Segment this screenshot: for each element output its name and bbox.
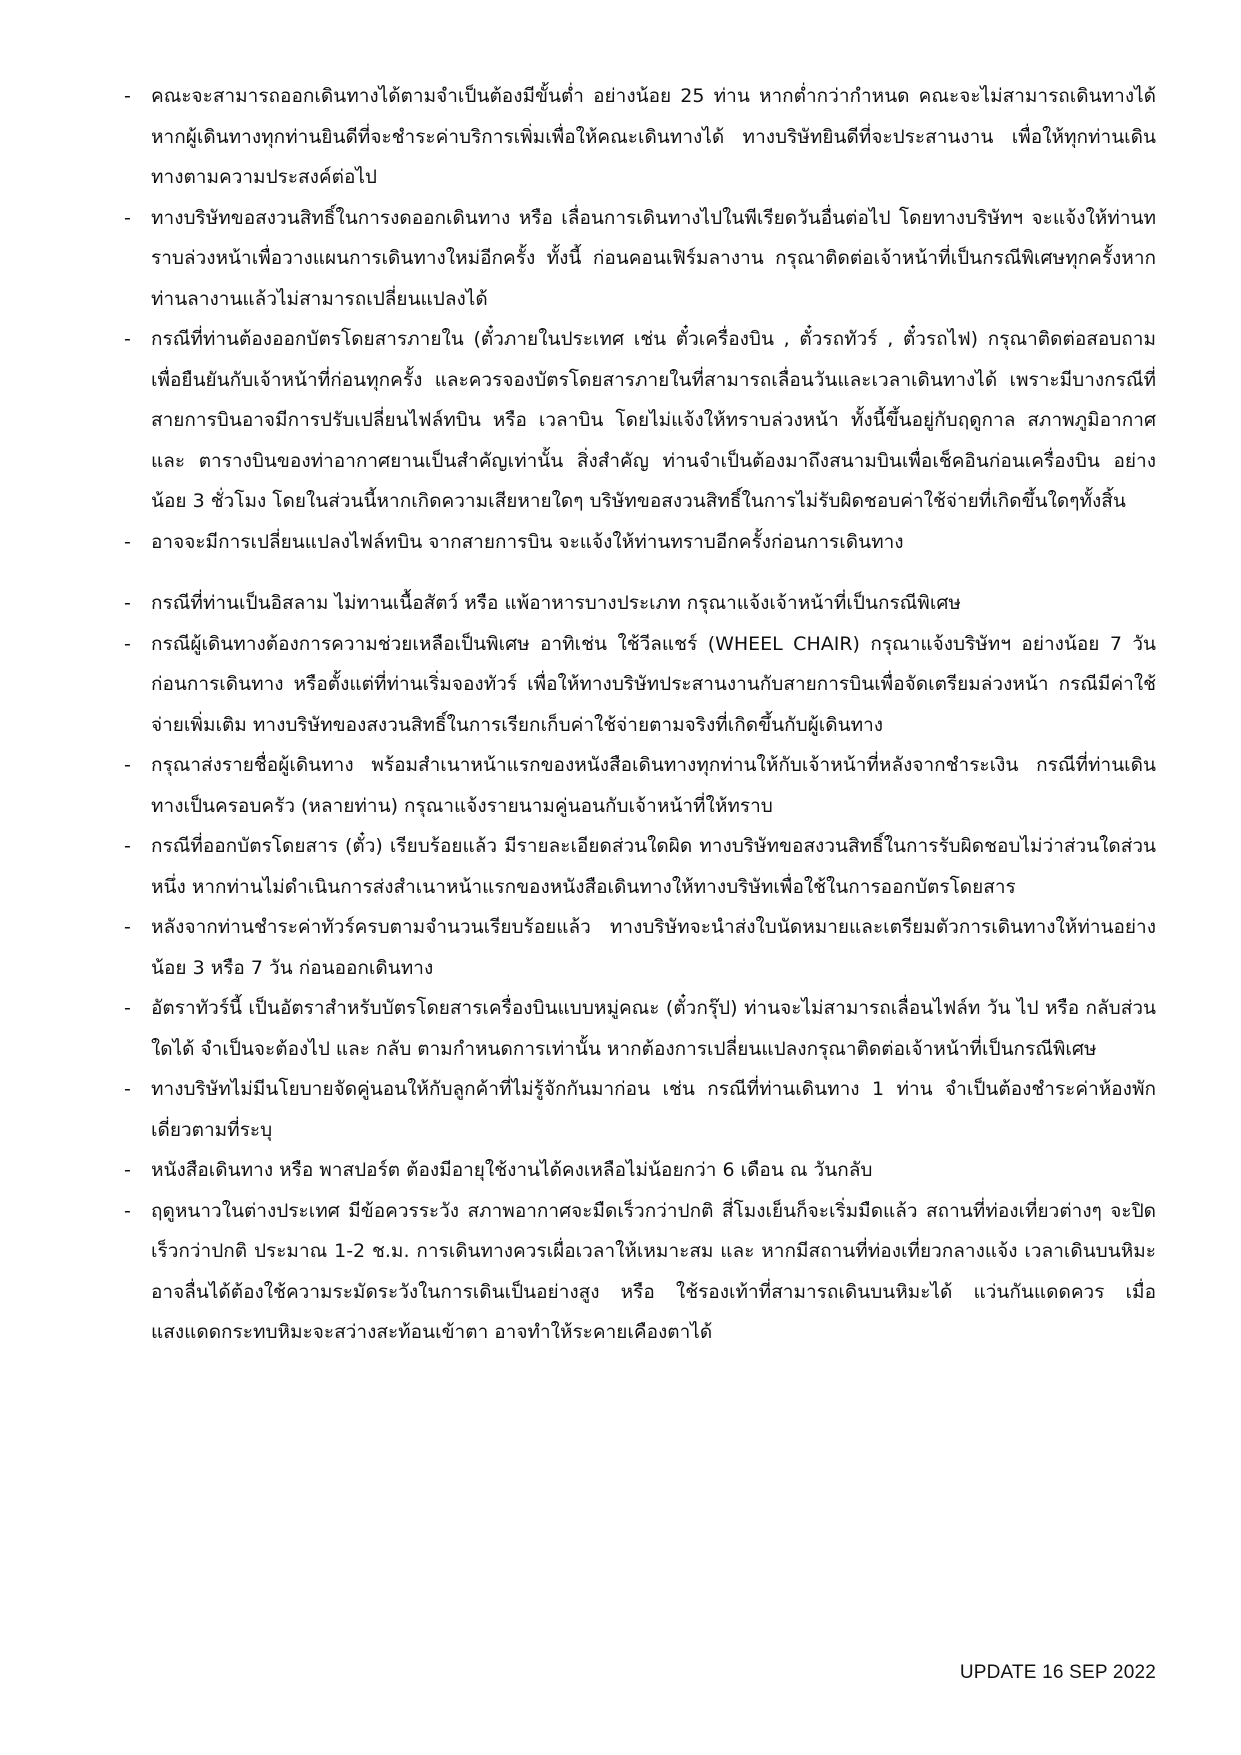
bullet-dash: - bbox=[124, 754, 131, 776]
list-item bbox=[124, 745, 1156, 826]
bullet-dash: - bbox=[124, 592, 131, 614]
terms-conditions-list bbox=[124, 76, 1156, 1353]
list-item-text: ฤดูหนาวในต่างประเทศ มีข้อควรระวัง สภาพอากาศจะมืดเร็วกว่าปกติ สี่โมงเย็นก็จะเริ่มมืดแล้ว สถานที่ท่องเที่ยวต่างๆ จะปิดเร็วกว่าปกติ ประมาณ 1-2 ช.ม. การเดินทางควรเผื่อเวลาให้เหมาะสม และ หากมีสถานที่ท่องเที่ยวกลางแจ้ง เวลาเดินบนหิมะ อาจลื่นได้ต้องใช้ความระมัดระวังในการเดินเป็นอย่างสูง หรือ ใช้รองเท้าที่สามารถเดินบนหิมะได้ แว่นกันแดดควร เมื่อแสงแดดกระทบหิมะจะสว่างสะท้อนเข้าตา อาจทำให้ระคายเคืองตาได้ bbox=[151, 1199, 1156, 1343]
bullet-dash: - bbox=[124, 835, 131, 857]
list-item bbox=[124, 826, 1156, 907]
list-item-text: หลังจากท่านชำระค่าทัวร์ครบตามจำนวนเรียบร้อยแล้ว ทางบริษัทจะนำส่งใบนัดหมายและเตรียมตัวการเดินทางให้ท่านอย่างน้อย 3 หรือ 7 วัน ก่อนออกเดินทาง bbox=[151, 916, 1156, 979]
bullet-dash: - bbox=[124, 1159, 131, 1181]
list-item bbox=[124, 583, 1156, 624]
list-item bbox=[124, 1191, 1156, 1353]
bullet-dash: - bbox=[124, 1078, 131, 1100]
bullet-dash: - bbox=[124, 916, 131, 938]
list-item bbox=[124, 907, 1156, 988]
bullet-dash: - bbox=[124, 1199, 131, 1222]
bullet-dash: - bbox=[124, 328, 131, 350]
list-item-text: อัตราทัวร์นี้ เป็นอัตราสำหรับบัตรโดยสารเครื่องบินแบบหมู่คณะ (ตั๋วกรุ๊ป) ท่านจะไม่สามารถเลื่อนไฟล์ท วัน ไป หรือ กลับส่วนใดได้ จำเป็นจะต้องไป และ กลับ ตามกำหนดการเท่านั้น หากต้องการเปลี่ยนแปลงกรุณาติดต่อเจ้าหน้าที่เป็นกรณีพิเศษ bbox=[151, 997, 1156, 1060]
list-item-text: กรณีที่ท่านต้องออกบัตรโดยสารภายใน (ตั๋วภายในประเทศ เช่น ตั๋วเครื่องบิน , ตั๋วรถทัวร์ , ตั๋วรถไฟ) กรุณาติดต่อสอบถามเพื่อยืนยันกับเจ้าหน้าที่ก่อนทุกครั้ง และควรจองบัตรโดยสารภายในที่สามารถเลื่อนวันและเวลาเดินทางได้ เพราะมีบางกรณีที่สายการบินอาจมีการปรับเปลี่ยนไฟล์ทบิน หรือ เวลาบิน โดยไม่แจ้งให้ทราบล่วงหน้า ทั้งนี้ขึ้นอยู่กับฤดูกาล สภาพภูมิอากาศ และ ตารางบินของท่าอากาศยานเป็นสำคัญเท่านั้น สิ่งสำคัญ ท่านจำเป็นต้องมาถึงสนามบินเพื่อเช็คอินก่อนเครื่องบิน อย่างน้อย 3 ชั่วโมง โดยในส่วนนี้หากเกิดความเสียหายใดๆ บริษัทขอสงวนสิทธิ์ในการไม่รับผิดชอบค่าใช้จ่ายที่เกิดขึ้นใดๆทั้งสิ้น bbox=[151, 328, 1156, 512]
list-item-text: อาจจะมีการเปลี่ยนแปลงไฟล์ทบิน จากสายการบิน จะแจ้งให้ท่านทราบอีกครั้งก่อนการเดินทาง bbox=[151, 530, 904, 553]
list-item bbox=[124, 624, 1156, 746]
list-item bbox=[124, 1150, 1156, 1191]
list-item bbox=[124, 319, 1156, 522]
list-item bbox=[124, 76, 1156, 198]
bullet-dash: - bbox=[124, 206, 131, 229]
bullet-dash: - bbox=[124, 85, 131, 107]
list-item-text: กรณีที่ท่านเป็นอิสลาม ไม่ทานเนื้อสัตว์ หรือ แพ้อาหารบางประเภท กรุณาแจ้งเจ้าหน้าที่เป็นกรณีพิเศษ bbox=[151, 592, 961, 614]
update-date-footer: UPDATE 16 SEP 2022 bbox=[959, 1662, 1156, 1683]
list-item-text: กรุณาส่งรายชื่อผู้เดินทาง พร้อมสำเนาหน้าแรกของหนังสือเดินทางทุกท่านให้กับเจ้าหน้าที่หลังจากชำระเงิน กรณีที่ท่านเดินทางเป็นครอบครัว (หลายท่าน) กรุณาแจ้งรายนามคู่นอนกับเจ้าหน้าที่ให้ทราบ bbox=[151, 754, 1156, 817]
list-item-text: คณะจะสามารถออกเดินทางได้ตามจำเป็นต้องมีขั้นต่ำ อย่างน้อย 25 ท่าน หากต่ำกว่ากำหนด คณะจะไม่สามารถเดินทางได้ หากผู้เดินทางทุกท่านยินดีที่จะชำระค่าบริการเพิ่มเพื่อให้คณะเดินทางได้ ทางบริษัทยินดีที่จะประสานงาน เพื่อให้ทุกท่านเดินทางตามความประสงค์ต่อไป bbox=[151, 85, 1156, 188]
bullet-dash: - bbox=[124, 997, 131, 1019]
list-item-text: ทางบริษัทขอสงวนสิทธิ์ในการงดออกเดินทาง หรือ เลื่อนการเดินทางไปในพีเรียดวันอื่นต่อไป โดยทางบริษัทฯ จะแจ้งให้ท่านทราบล่วงหน้าเพื่อวางแผนการเดินทางใหม่อีกครั้ง ทั้งนี้ ก่อนคอนเฟิร์มลางาน กรุณาติดต่อเจ้าหน้าที่เป็นกรณีพิเศษทุกครั้งหากท่านลางานแล้วไม่สามารถเปลี่ยนแปลงได้ bbox=[151, 206, 1156, 310]
list-item-text: หนังสือเดินทาง หรือ พาสปอร์ต ต้องมีอายุใช้งานได้คงเหลือไม่น้อยกว่า 6 เดือน ณ วันกลับ bbox=[151, 1159, 873, 1181]
list-item bbox=[124, 522, 1156, 563]
list-item bbox=[124, 198, 1156, 320]
bullet-dash: - bbox=[124, 530, 131, 553]
list-item-text: ทางบริษัทไม่มีนโยบายจัดคู่นอนให้กับลูกค้าที่ไม่รู้จักกันมาก่อน เช่น กรณีที่ท่านเดินทาง 1 ท่าน จำเป็นต้องชำระค่าห้องพักเดี่ยวตามที่ระบุ bbox=[151, 1078, 1156, 1141]
list-item bbox=[124, 988, 1156, 1069]
list-item-text: กรณีผู้เดินทางต้องการความช่วยเหลือเป็นพิเศษ อาทิเช่น ใช้วีลแชร์ (WHEEL CHAIR) กรุณาแจ้งบริษัทฯ อย่างน้อย 7 วันก่อนการเดินทาง หรือตั้งแต่ที่ท่านเริ่มจองทัวร์ เพื่อให้ทางบริษัทประสานงานกับสายการบินเพื่อจัดเตรียมล่วงหน้า กรณีมีค่าใช้จ่ายเพิ่มเติม ทางบริษัทของสงวนสิทธิ์ในการเรียกเก็บค่าใช้จ่ายตามจริงที่เกิดขึ้นกับผู้เดินทาง bbox=[151, 632, 1156, 736]
bullet-dash: - bbox=[124, 632, 131, 655]
list-item-text: กรณีที่ออกบัตรโดยสาร (ตั๋ว) เรียบร้อยแล้ว มีรายละเอียดส่วนใดผิด ทางบริษัทขอสงวนสิทธิ์ในการรับผิดชอบไม่ว่าส่วนใดส่วนหนึ่ง หากท่านไม่ดำเนินการส่งสำเนาหน้าแรกของหนังสือเดินทางให้ทางบริษัทเพื่อใช้ในการออกบัตรโดยสาร bbox=[151, 835, 1156, 898]
list-item bbox=[124, 1069, 1156, 1150]
